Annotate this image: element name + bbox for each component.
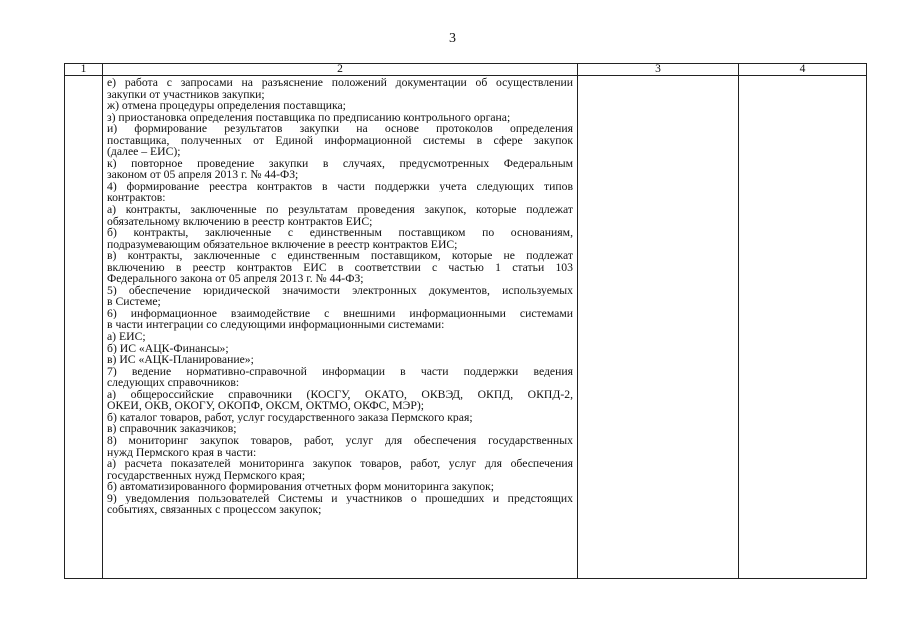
text-line: б) каталог товаров, работ, услуг государственного заказа Пермского края; — [107, 411, 473, 424]
text-line: в Системе; — [107, 296, 161, 308]
text-line: з) приостановка определения поставщика по предписанию контрольного органа; — [107, 111, 511, 124]
text-line: б) контракты, заключенные с единственным поставщиком по основаниям, — [107, 227, 573, 239]
cell-col-2 — [103, 76, 578, 579]
cell-col-4 — [739, 76, 867, 579]
table-body-row — [65, 76, 867, 579]
text-line: 6) информационное взаимодействие с внешними информационными системами — [107, 307, 573, 320]
text-line: в) ИС «АЦК-Планирование»; — [107, 354, 254, 366]
text-line: а) контракты, заключенные по результатам проведения закупок, которые подлежат — [107, 204, 573, 216]
cell-text-block — [103, 76, 577, 516]
table-header-row — [65, 64, 867, 76]
text-line: 5) обеспечение юридической значимости электронных документов, используемых — [107, 284, 573, 297]
page-number: 3 — [449, 31, 456, 46]
text-line: а) общероссийские справочники (КОСГУ, ОКАТО, ОКВЭД, ОКПД, ОКПД-2, — [107, 388, 573, 401]
text-line: нужд Пермского края в части: — [107, 446, 257, 459]
text-line: а) ЕИС; — [107, 331, 146, 343]
text-line: б) ИС «АЦК-Финансы»; — [107, 342, 229, 355]
column-header-3: 3 — [578, 64, 739, 76]
column-header-2: 2 — [103, 64, 578, 76]
text-line: (далее – ЕИС); — [107, 146, 181, 158]
text-line: включению в реестр контрактов ЕИС в соответствии с частью 1 статьи 103 — [107, 261, 573, 274]
text-line: и) формирование результатов закупки на основе протоколов определения — [107, 123, 573, 135]
cell-col-1 — [65, 76, 103, 579]
text-line: е) работа с запросами на разъяснение положений документации об осуществлении — [107, 77, 573, 89]
text-line: в) справочник заказчиков; — [107, 423, 237, 435]
column-header-1: 1 — [65, 64, 103, 76]
text-line: следующих справочников: — [107, 377, 240, 389]
document-table — [64, 63, 867, 579]
text-line: подразумевающим обязательное включение в реестр контрактов ЕИС; — [107, 238, 458, 251]
text-line: 8) мониторинг закупок товаров, работ, услуг для обеспечения государственных — [107, 434, 573, 447]
text-line: государственных нужд Пермского края; — [107, 469, 306, 482]
text-line: обязательному включению в реестр контрактов ЕИС; — [107, 215, 373, 228]
text-line: 7) ведение нормативно-справочной информации в части поддержки ведения — [107, 365, 573, 378]
text-line: контрактов: — [107, 192, 166, 205]
text-line: поставщика, полученных от Единой информационной системы в сфере закупок — [107, 134, 573, 147]
text-line: ж) отмена процедуры определения поставщика; — [107, 100, 346, 112]
text-line: законом от 05 апреля 2013 г. № 44-ФЗ; — [107, 169, 299, 181]
text-line: к) повторное проведение закупки в случаях, предусмотренных Федеральным — [107, 157, 573, 170]
text-line: в) контракты, заключенные с единственным поставщиком, которые не подлежат — [107, 250, 573, 262]
text-line: 9) уведомления пользователей Системы и участников о прошедших и предстоящих — [107, 492, 573, 505]
text-line: а) расчета показателей мониторинга закупок товаров, работ, услуг для обеспечения — [107, 458, 573, 470]
text-line: в части интеграции со следующими информационными системами: — [107, 319, 445, 332]
cell-col-3 — [578, 76, 739, 579]
text-line: закупки от участников закупки; — [107, 88, 265, 101]
text-line: 4) формирование реестра контрактов в части поддержки учета следующих типов — [107, 180, 573, 193]
text-line: Федерального закона от 05 апреля 2013 г. № 44-ФЗ; — [107, 273, 364, 285]
column-header-4: 4 — [739, 64, 867, 76]
text-line: ОКЕИ, ОКВ, ОКОГУ, ОКОПФ, ОКСМ, ОКТМО, ОКФС, МЭР); — [107, 400, 425, 412]
text-line: б) автоматизированного формирования отчетных форм мониторинга закупок; — [107, 481, 495, 493]
text-line: событиях, связанных с процессом закупок; — [107, 504, 322, 516]
